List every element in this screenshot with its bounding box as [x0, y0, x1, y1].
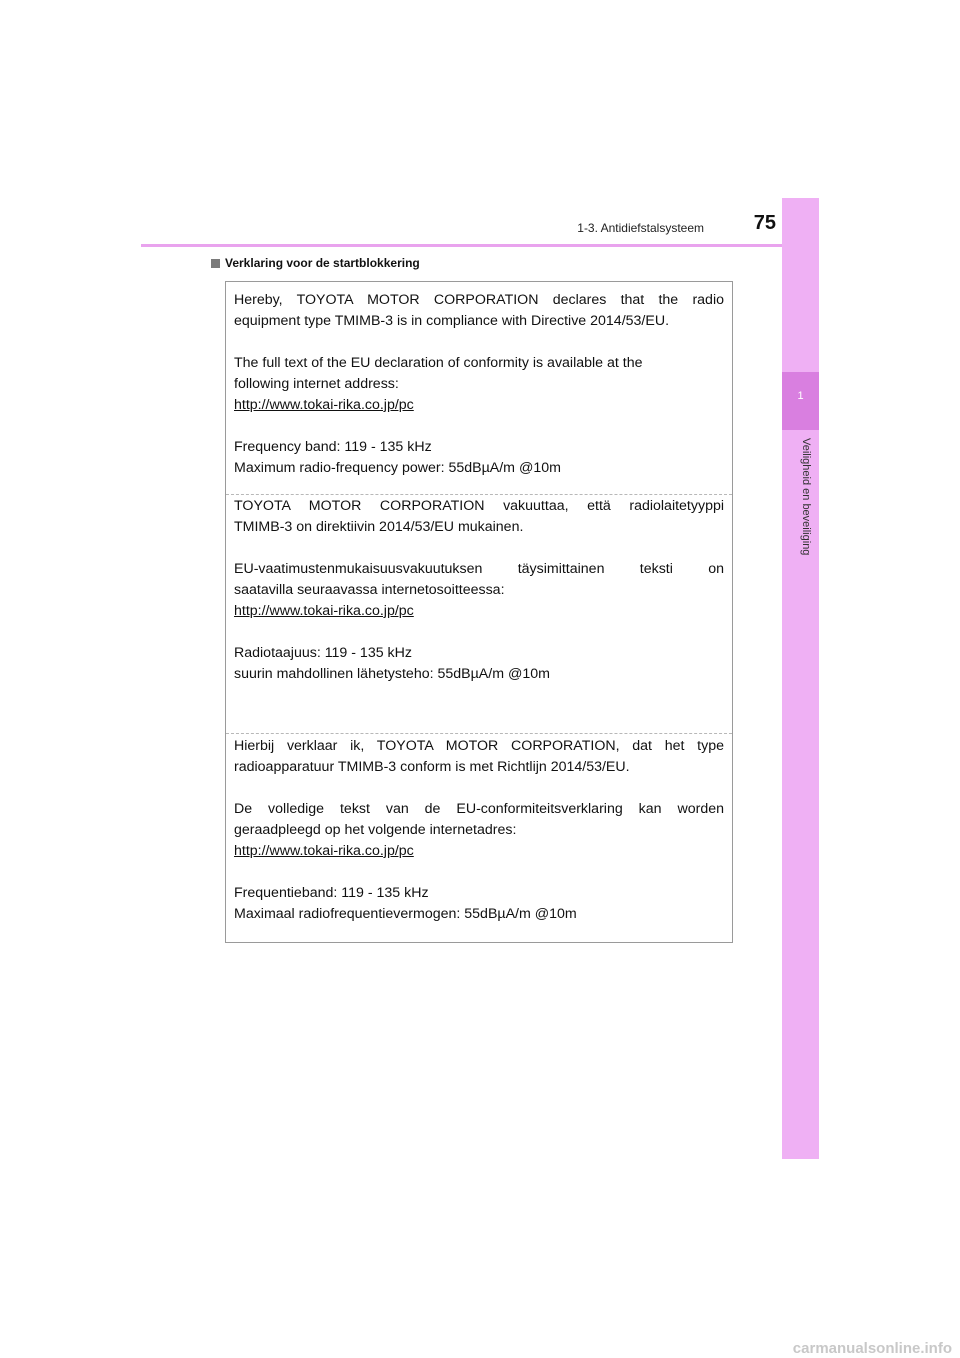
declaration-url-link[interactable] [234, 395, 724, 416]
declaration-box [225, 281, 733, 943]
declaration-finnish [234, 496, 724, 685]
max-power: Maximum radio-frequency power: 55dBµA/m @10m [234, 460, 561, 476]
declaration-line: TOYOTA MOTOR CORPORATION vakuuttaa, että radiolaitetyyppi [234, 498, 724, 514]
url-text[interactable]: http://www.tokai-rika.co.jp/pc [234, 843, 414, 859]
chapter-number: 1 [797, 390, 804, 402]
url-text[interactable]: http://www.tokai-rika.co.jp/pc [234, 397, 414, 413]
declaration-line: The full text of the EU declaration of conformity is available at the [234, 355, 643, 371]
max-power: suurin mahdollinen lähetysteho: 55dBµA/m @10m [234, 666, 550, 682]
declaration-url-link[interactable] [234, 601, 724, 622]
declaration-line: saatavilla seuraavassa internetosoitteessa: [234, 582, 505, 598]
square-bullet-icon [211, 259, 220, 268]
chapter-label: Veiligheid en beveiliging [800, 438, 812, 556]
header-divider [141, 244, 818, 247]
max-power: Maximaal radiofrequentievermogen: 55dBµA/m @10m [234, 906, 577, 922]
section-heading [211, 256, 420, 270]
frequency-band: Radiotaajuus: 119 - 135 kHz [234, 645, 412, 661]
declaration-line: Hierbij verklaar ik, TOYOTA MOTOR CORPORATION, dat het type [234, 738, 724, 754]
declaration-line: De volledige tekst van de EU-conformiteitsverklaring kan worden [234, 801, 724, 817]
declaration-line: equipment type TMIMB-3 is in compliance with Directive 2014/53/EU. [234, 313, 670, 329]
declaration-line: following internet address: [234, 376, 399, 392]
declaration-line: TMIMB-3 on direktiivin 2014/53/EU mukainen. [234, 519, 524, 535]
declaration-english [234, 290, 724, 479]
declaration-line: geraadpleegd op het volgende internetadres: [234, 822, 517, 838]
chapter-side-tab [782, 198, 819, 1159]
section-divider [226, 733, 732, 734]
declaration-line: Hereby, TOYOTA MOTOR CORPORATION declares that the radio [234, 292, 724, 308]
declaration-dutch [234, 736, 724, 925]
page-number: 75 [753, 212, 776, 234]
section-heading-text: Verklaring voor de startblokkering [225, 256, 420, 270]
watermark: carmanualsonline.info [792, 1340, 952, 1357]
declaration-line: EU-vaatimustenmukaisuusvakuutuksen täysimittainen teksti on [234, 561, 724, 577]
section-divider [226, 494, 732, 495]
frequency-band: Frequentieband: 119 - 135 kHz [234, 885, 429, 901]
declaration-line: radioapparatuur TMIMB-3 conform is met Richtlijn 2014/53/EU. [234, 759, 630, 775]
declaration-url-link[interactable] [234, 841, 724, 862]
frequency-band: Frequency band: 119 - 135 kHz [234, 439, 432, 455]
section-title: 1-3. Antidiefstalsysteem [577, 221, 704, 235]
url-text[interactable]: http://www.tokai-rika.co.jp/pc [234, 603, 414, 619]
